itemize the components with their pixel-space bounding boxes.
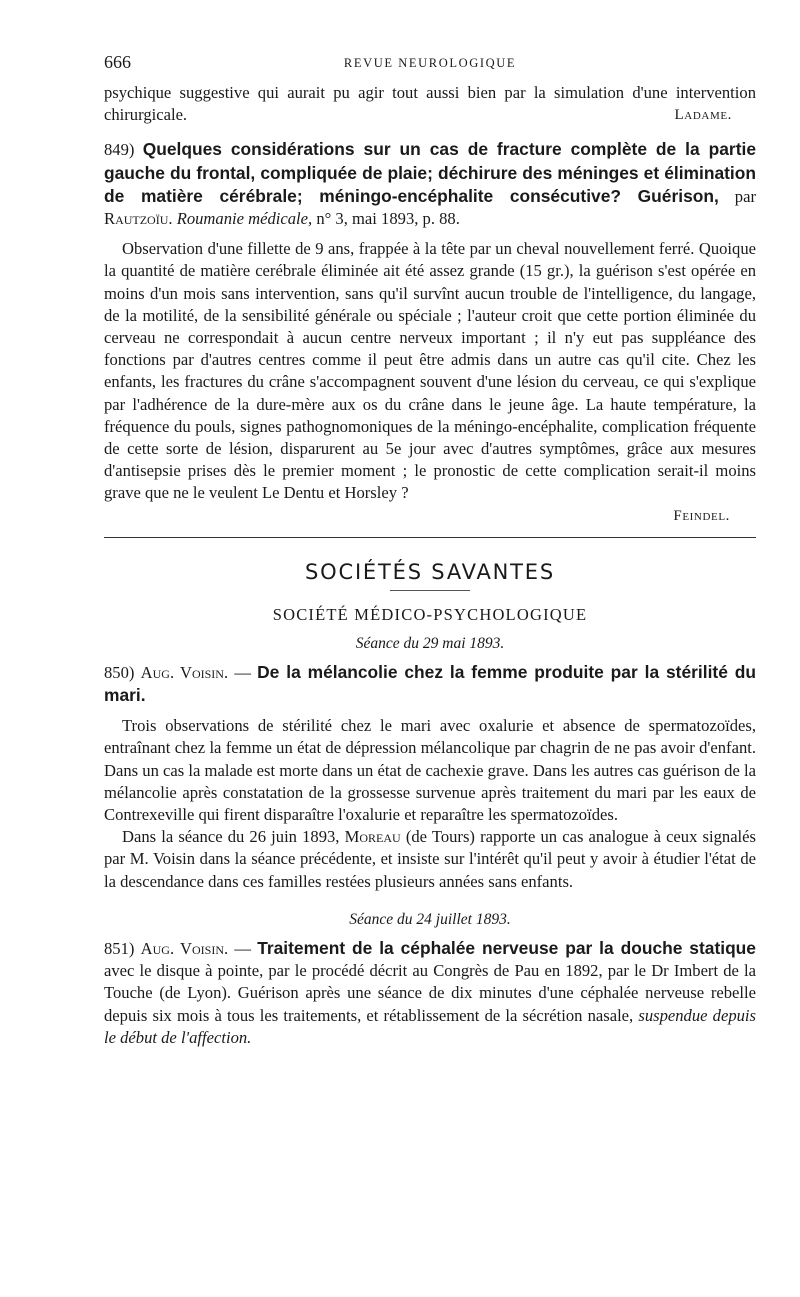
entry-850-body-2-author: Moreau	[344, 827, 401, 847]
section-title-rule	[390, 590, 470, 591]
entry-number: 851)	[104, 938, 135, 958]
entry-851-body: avec le disque à pointe, par le procédé décrit au Congrès de Pau en 1892, par le Dr Imbert de la Touche (de Lyon). Guérison après une séance de dix minutes d'une céphalée nerveuse rebelle depuis six mois à tous les traitements, et rétablissement de la sécrétion nasale,	[104, 961, 756, 1025]
entry-849-body: Observation d'une fillette de 9 ans, frappée à la tête par un cheval nouvellement ferré. Quoique la quantité de matière cerébrale éliminée ait été assez grande (15 gr.), la guérison s'est opérée en moins d'un mois sans intervention, sans qu'il survînt aucun trouble de l'intelligence, du langage, de la motilité, de la sensibilité générale ou spéciale ; l'auteur croit que cette portion éliminée du cerveau ne correspondait à aucun centre nerveux important ; il n'y eut pas suppléance des fonctions par d'autres centres comme il peut être admis dans un autre cas qu'il cite. Chez les enfants, les fractures du crâne s'accompagnent souvent d'une lésion du cerveau, ce qui s'explique par l'adhérence de la dure-mère aux os du crâne dans le jeune âge. La haute température, la fréquence du pouls, signes pathognomoniques de la méningo-encéphalite, complication fréquente de cette sorte de lésion, disparurent au 5e jour avec d'autres symptômes, grâce aux mesures d'antisepsie prises dès le premier moment ; le pronostic de cette complication serait-il moins grave que ne le veulent Le Dentu et Horsley ?	[104, 239, 756, 503]
section-title: SOCIÉTÉS SAVANTES	[305, 559, 555, 584]
entry-851-author: Aug. Voisin.	[140, 938, 229, 958]
entry-851	[104, 937, 756, 1049]
seance-date-2: Séance du 24 juillet 1893.	[349, 910, 511, 928]
entry-number: 849)	[104, 140, 135, 160]
running-title: REVUE NEUROLOGIQUE	[343, 56, 517, 70]
entry-850-body-1: Trois observations de stérilité chez le mari avec oxalurie et absence de spermatozoïdes, entraînant chez la femme un état de dépression mélancolique par chagrin de ne pas avoir d'enfant. Dans un cas la malade est morte dans un état de cachexie grave. Dans les autres cas guérison de la mélancolie après constatation de la grossesse survenue après traitement du mari par les eaux de Contrexeville qui firent disparaître l'oxalurie et reparaître les spermatozoïdes.	[104, 716, 756, 825]
entry-851-paragraph	[104, 937, 756, 1049]
entry-851-dash: —	[234, 938, 251, 958]
entry-850-body-2-start: Dans la séance du 26 juin 1893,	[122, 827, 340, 847]
entry-number: 850)	[104, 662, 135, 682]
top-fragment-text: psychique suggestive qui aurait pu agir tout aussi bien par la simulation d'une intervention chirurgicale.	[104, 83, 756, 125]
entry-849-citation: n° 3, mai 1893, p. 88.	[316, 209, 460, 229]
section-divider	[104, 537, 756, 538]
top-fragment	[104, 82, 756, 126]
signature-feindel: Feindel.	[673, 507, 730, 524]
entry-850-author: Aug. Voisin.	[140, 662, 229, 682]
entry-849-author: Rautzoïu.	[104, 209, 173, 229]
entry-850-body-2	[104, 826, 756, 893]
signature-ladame: Ladame.	[674, 107, 732, 124]
entry-849	[104, 138, 756, 526]
seance-date-1: Séance du 29 mai 1893.	[355, 634, 505, 652]
entry-851-title: Traitement de la céphalée nerveuse par la douche statique	[257, 937, 756, 958]
entry-850-title: De la mélancolie chez la femme produite par la stérilité du mari.	[104, 661, 756, 706]
entry-849-heading	[104, 138, 756, 230]
entry-850-dash: —	[234, 662, 251, 682]
entry-849-journal: Roumanie médicale,	[176, 209, 313, 229]
entry-849-by: par	[734, 186, 756, 206]
entry-850-body-2-end: (de Tours) rapporte un cas analogue à ceux signalés par M. Voisin dans la séance précédente, et insiste sur l'intérêt qu'il peut y avoir à étudier l'état de la descendance dans ces familles restées plusieurs années sans enfants.	[104, 827, 756, 891]
page-number: 666	[104, 52, 131, 72]
entry-849-title: Quelques considérations sur un cas de fracture complète de la partie gauche du frontal, compliquée de plaie; déchirure des méninges et élimination de matière cérébrale; méningo-encéphalite consécutive? Guérison,	[104, 139, 756, 206]
page-header	[104, 52, 756, 82]
society-name: SOCIÉTÉ MÉDICO-PSYCHOLOGIQUE	[272, 604, 588, 624]
entry-850	[104, 661, 756, 893]
page	[104, 52, 756, 1049]
entry-850-heading	[104, 661, 756, 707]
entry-851-body-italic: suspendue depuis le début de l'affection.	[104, 1005, 756, 1047]
